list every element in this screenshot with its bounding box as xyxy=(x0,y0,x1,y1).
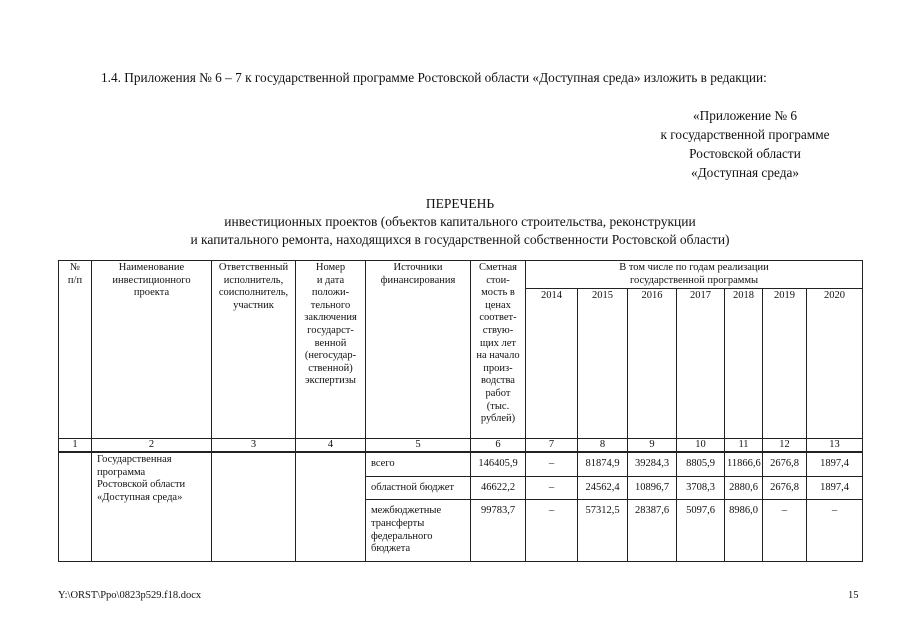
investment-projects-table xyxy=(58,260,863,562)
header-cost: Сметная стои- мость в ценах соответ- ствую- щих лет на начало произ- водства работ (тыс. рублей) xyxy=(471,261,526,439)
header-expertise: Номер и дата положи- тельного заключения государст- венной (негосудар- ственной) экспертизы xyxy=(296,261,366,439)
expertise xyxy=(296,452,366,561)
project-name: Государственная программа Ростовской области «Доступная среда» xyxy=(92,452,212,561)
year-value-2019: – xyxy=(763,500,807,561)
column-number: 6 xyxy=(471,439,526,453)
column-number: 9 xyxy=(628,439,677,453)
year-value-2020: 1897,4 xyxy=(807,452,863,476)
year-value-2019: 2676,8 xyxy=(763,476,807,500)
header-row xyxy=(59,261,863,289)
column-number: 8 xyxy=(578,439,628,453)
column-number: 4 xyxy=(296,439,366,453)
title-heading: ПЕРЕЧЕНЬ xyxy=(425,196,495,211)
header-year-2018: 2018 xyxy=(725,289,763,439)
year-value-2016: 39284,3 xyxy=(628,452,677,476)
year-value-2014: – xyxy=(526,476,578,500)
header-name: Наименование инвестиционного проекта xyxy=(92,261,212,439)
year-value-2017: 3708,3 xyxy=(677,476,725,500)
year-value-2018: 2880,6 xyxy=(725,476,763,500)
column-numbers-row xyxy=(59,439,863,453)
funding-source: межбюджетные трансферты федерального бюджета xyxy=(366,500,471,561)
header-num: № п/п xyxy=(59,261,92,439)
header-executor: Ответственный исполнитель, соисполнитель, участник xyxy=(212,261,296,439)
header-year-2019: 2019 xyxy=(763,289,807,439)
header-year-2014: 2014 xyxy=(526,289,578,439)
appendix-line: к государственной программе xyxy=(660,127,830,142)
column-number: 12 xyxy=(763,439,807,453)
column-number: 2 xyxy=(92,439,212,453)
year-value-2014: – xyxy=(526,500,578,561)
document-title xyxy=(100,195,820,249)
header-year-2020: 2020 xyxy=(807,289,863,439)
row-num xyxy=(59,452,92,561)
year-value-2015: 81874,9 xyxy=(578,452,628,476)
header-year-2016: 2016 xyxy=(628,289,677,439)
year-value-2015: 57312,5 xyxy=(578,500,628,561)
year-value-2020: 1897,4 xyxy=(807,476,863,500)
appendix-line: «Доступная среда» xyxy=(690,165,800,180)
estimated-cost: 99783,7 xyxy=(471,500,526,561)
estimated-cost: 146405,9 xyxy=(471,452,526,476)
year-value-2019: 2676,8 xyxy=(763,452,807,476)
year-value-2016: 10896,7 xyxy=(628,476,677,500)
column-number: 10 xyxy=(677,439,725,453)
table-row xyxy=(59,452,863,476)
column-number: 1 xyxy=(59,439,92,453)
header-year-2017: 2017 xyxy=(677,289,725,439)
funding-source: областной бюджет xyxy=(366,476,471,500)
year-value-2017: 5097,6 xyxy=(677,500,725,561)
year-value-2018: 11866,6 xyxy=(725,452,763,476)
column-number: 3 xyxy=(212,439,296,453)
title-line: инвестиционных проектов (объектов капитального строительства, реконструкции xyxy=(224,214,696,229)
appendix-line: «Приложение № 6 xyxy=(693,108,797,123)
intro-paragraph: 1.4. Приложения № 6 – 7 к государственной программе Ростовской области «Доступная среда» изложить в редакции: xyxy=(101,70,767,85)
year-value-2020: – xyxy=(807,500,863,561)
funding-source: всего xyxy=(366,452,471,476)
year-value-2017: 8805,9 xyxy=(677,452,725,476)
appendix-header xyxy=(640,106,850,182)
table-body xyxy=(59,452,863,561)
year-value-2018: 8986,0 xyxy=(725,500,763,561)
column-number: 7 xyxy=(526,439,578,453)
header-years-group: В том числе по годам реализации государственной программы xyxy=(526,261,863,289)
year-value-2014: – xyxy=(526,452,578,476)
executor xyxy=(212,452,296,561)
year-value-2015: 24562,4 xyxy=(578,476,628,500)
column-number: 11 xyxy=(725,439,763,453)
column-number: 13 xyxy=(807,439,863,453)
header-year-2015: 2015 xyxy=(578,289,628,439)
year-value-2016: 28387,6 xyxy=(628,500,677,561)
title-line: и капитального ремонта, находящихся в государственной собственности Ростовской области) xyxy=(190,232,730,247)
estimated-cost: 46622,2 xyxy=(471,476,526,500)
header-sources: Источники финансирования xyxy=(366,261,471,439)
page-number: 15 xyxy=(848,590,859,601)
footer-file-path: Y:\ORST\Ppo\0823p529.f18.docx xyxy=(58,590,202,601)
appendix-line: Ростовской области xyxy=(689,146,801,161)
column-number: 5 xyxy=(366,439,471,453)
